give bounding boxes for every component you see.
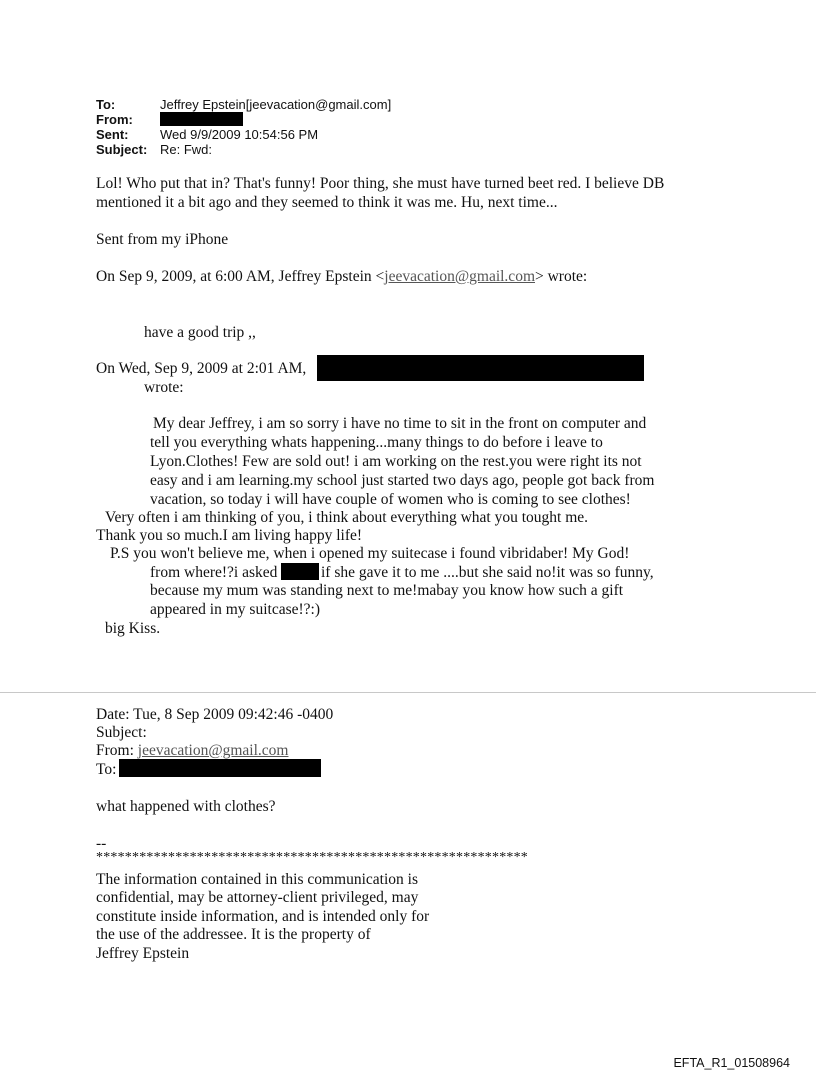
- document-id: EFTA_R1_01508964: [673, 1056, 790, 1070]
- disclaimer-line-3: constitute inside information, and is intended only for: [96, 908, 430, 925]
- quote2-line-3: Lyon.Clothes! Few are sold out! i am working on the rest.you were right its not: [150, 453, 642, 470]
- original-from: [96, 741, 288, 760]
- signature-stars: ************************************************************: [96, 850, 528, 865]
- quote2-asked-suffix: if she gave it to me ....but she said no!it was so funny,: [321, 564, 654, 581]
- disclaimer-line-1: The information contained in this communication is: [96, 871, 418, 888]
- original-date: Date: Tue, 8 Sep 2009 09:42:46 -0400: [96, 706, 334, 723]
- disclaimer-line-5: Jeffrey Epstein: [96, 945, 190, 962]
- quote2-line-10: appeared in my suitcase!?:): [150, 601, 320, 618]
- quote1-intro-prefix: On Sep 9, 2009, at 6:00 AM, Jeffrey Epstein <: [96, 268, 385, 285]
- redaction-name: [281, 563, 319, 580]
- quote2-intro: On Wed, Sep 9, 2009 at 2:01 AM,: [96, 360, 307, 377]
- sent-label: Sent:: [96, 127, 129, 142]
- quote2-closing: big Kiss.: [105, 620, 161, 637]
- quote1-message: have a good trip ,,: [144, 324, 256, 341]
- quote2-line-4: easy and i am learning.my school just started two days ago, people got back from: [150, 472, 655, 489]
- reply-line-2: mentioned it a bit ago and they seemed to think it was me. Hu, next time...: [96, 194, 558, 211]
- quote2-wrote: wrote:: [144, 379, 184, 396]
- redaction-from: [160, 112, 243, 126]
- quote1-email-link[interactable]: jeevacation@gmail.com: [384, 268, 535, 285]
- quote2-line-7: Thank you so much.I am living happy life!: [96, 527, 363, 544]
- quote1-intro: [96, 267, 587, 286]
- original-from-prefix: From:: [96, 742, 134, 759]
- original-from-email-link[interactable]: jeevacation@gmail.com: [137, 742, 289, 759]
- quote2-line-9: because my mum was standing next to me!mabay you know how such a gift: [150, 582, 624, 599]
- separator-line: [0, 692, 816, 693]
- original-subject: Subject:: [96, 724, 147, 741]
- redaction-recipient: [119, 759, 321, 777]
- sent-value: Wed 9/9/2009 10:54:56 PM: [160, 127, 319, 142]
- reply-signature: Sent from my iPhone: [96, 231, 229, 248]
- subject-label: Subject:: [96, 142, 148, 157]
- disclaimer-line-4: the use of the addressee. It is the property of: [96, 926, 371, 943]
- to-label: To:: [96, 97, 116, 112]
- quote2-line-8: P.S you won't believe me, when i opened my suitecase i found vibridaber! My God!: [110, 545, 630, 562]
- redaction-sender: [317, 355, 644, 381]
- quote2-line-5: vacation, so today i will have couple of women who is coming to see clothes!: [150, 491, 631, 508]
- from-label: From:: [96, 112, 133, 127]
- reply-line-1: Lol! Who put that in? That's funny! Poor thing, she must have turned beet red. I believe DB: [96, 175, 665, 192]
- disclaimer-line-2: confidential, may be attorney-client privileged, may: [96, 889, 419, 906]
- quote2-line-1: My dear Jeffrey, i am so sorry i have no time to sit in the front on computer and: [153, 415, 647, 432]
- to-value: Jeffrey Epstein[jeevacation@gmail.com]: [160, 97, 392, 112]
- quote1-intro-suffix: > wrote:: [535, 268, 588, 285]
- original-message: what happened with clothes?: [96, 798, 276, 815]
- subject-value: Re: Fwd:: [160, 142, 213, 157]
- quote2-asked-prefix: from where!?i asked: [150, 564, 278, 581]
- original-to: To:: [96, 761, 117, 778]
- quote2-line-6: Very often i am thinking of you, i think about everything what you tought me.: [105, 509, 589, 526]
- quote2-line-2: tell you everything whats happening...many things to do before i leave to: [150, 434, 603, 451]
- signature-dashes: --: [96, 835, 107, 852]
